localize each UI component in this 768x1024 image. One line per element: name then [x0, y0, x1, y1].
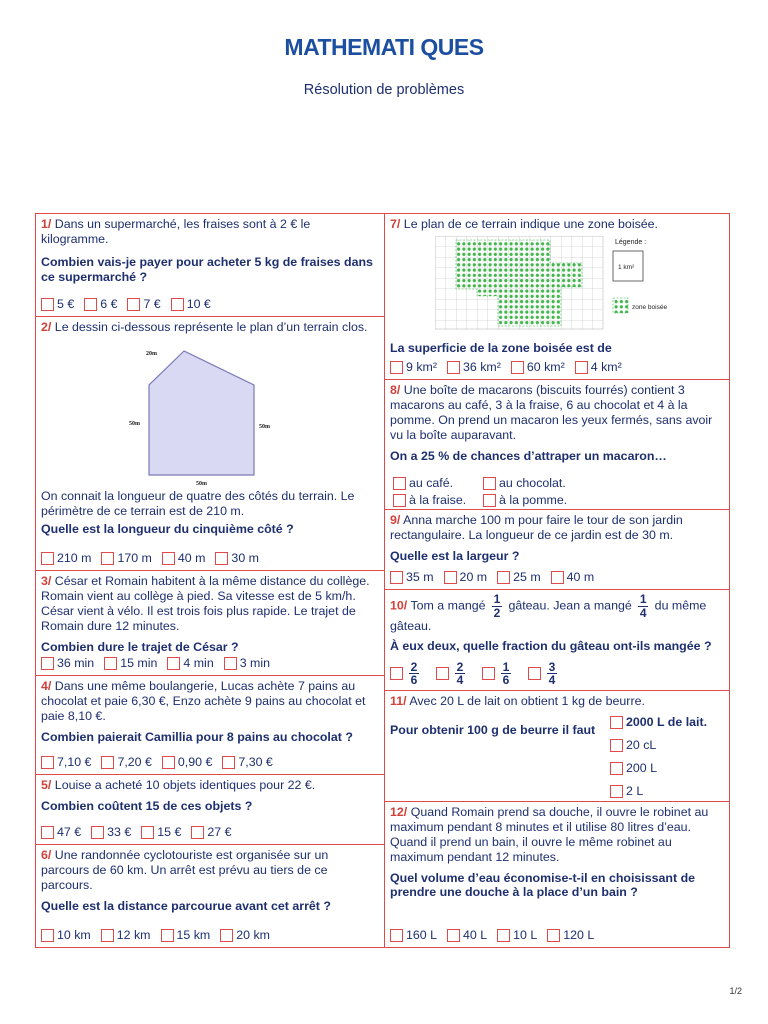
- option-label: à la pomme.: [499, 492, 568, 507]
- denominator: 6: [410, 673, 418, 688]
- option[interactable]: [610, 715, 707, 730]
- option-label: 160 L: [406, 928, 438, 943]
- problem-11-text: [390, 694, 724, 709]
- option[interactable]: [390, 928, 437, 943]
- denominator: 4: [456, 673, 464, 688]
- checkbox[interactable]: [390, 571, 403, 584]
- option[interactable]: [167, 656, 213, 671]
- problem-12-question: Quel volume d’eau économise-t-il en choisissant de prendre une douche à la place d’un bain ?: [390, 870, 696, 900]
- option-label: 20 km: [236, 928, 270, 943]
- woodland-plan-figure: [435, 236, 685, 330]
- option[interactable]: [104, 656, 157, 671]
- fraction: [492, 593, 502, 619]
- option[interactable]: [528, 661, 560, 687]
- problem-number: 7/: [390, 217, 401, 231]
- option[interactable]: [41, 928, 91, 943]
- problem-12-text2: Quand il prend un bain, il ouvre le même robinet au maximum pendant 12 minutes.: [390, 834, 672, 864]
- side-label: 50m: [129, 421, 140, 427]
- option[interactable]: [101, 755, 151, 770]
- option-label: 200 L: [626, 760, 658, 775]
- option[interactable]: [511, 360, 565, 375]
- denominator: 4: [639, 605, 647, 620]
- checkbox[interactable]: [393, 477, 406, 490]
- checkbox[interactable]: [215, 552, 228, 565]
- checkbox[interactable]: [41, 826, 54, 839]
- checkbox[interactable]: [127, 298, 140, 311]
- checkbox[interactable]: [444, 571, 457, 584]
- checkbox[interactable]: [390, 361, 403, 374]
- checkbox[interactable]: [482, 667, 495, 680]
- option[interactable]: [191, 825, 231, 840]
- checkbox[interactable]: [610, 716, 623, 729]
- problem-10-text: [390, 593, 724, 635]
- problem-2: [35, 316, 385, 571]
- option[interactable]: [482, 661, 514, 687]
- denominator: 2: [493, 605, 501, 620]
- problem-1-text: [41, 217, 379, 247]
- checkbox[interactable]: [610, 785, 623, 798]
- option[interactable]: [220, 928, 270, 943]
- problem-3-text: [41, 574, 379, 634]
- problem-5-options: [41, 825, 232, 840]
- problem-12-text: [390, 805, 724, 835]
- option[interactable]: [575, 360, 622, 375]
- option[interactable]: [610, 761, 707, 776]
- legend-unit-label: 1 km²: [618, 264, 635, 271]
- checkbox[interactable]: [171, 298, 184, 311]
- option-label: 15 €: [157, 825, 182, 840]
- checkbox[interactable]: [551, 571, 564, 584]
- option-label: à la fraise.: [409, 492, 467, 507]
- problem-4-question: Combien paierait Camillia pour 8 pains au chocolat ?: [41, 729, 353, 744]
- checkbox[interactable]: [41, 657, 54, 670]
- option-label: 10 km: [57, 928, 91, 943]
- option[interactable]: [162, 755, 212, 770]
- option-label: 4 km²: [590, 360, 622, 375]
- problem-7-options: [390, 360, 622, 375]
- checkbox[interactable]: [483, 477, 496, 490]
- problem-10: [384, 589, 730, 691]
- checkbox[interactable]: [390, 929, 403, 942]
- problem-number: 11/: [390, 694, 407, 708]
- problem-number: 1/: [41, 217, 52, 231]
- problem-12: [384, 801, 730, 948]
- problem-2-question: Quelle est la longueur du cinquième côté ?: [41, 522, 294, 536]
- checkbox[interactable]: [528, 667, 541, 680]
- option[interactable]: [171, 297, 211, 312]
- option-label: 7,30 €: [238, 755, 273, 770]
- legend-zone-label: zone boisée: [632, 304, 668, 311]
- side-label: 20m: [146, 351, 157, 357]
- terrain-plan-figure: [126, 345, 276, 487]
- problem-number: 6/: [41, 848, 52, 862]
- problem-statement: Le dessin ci-dessous représente le plan d’un terrain clos.: [54, 320, 368, 334]
- problem-6-text: [41, 848, 379, 893]
- checkbox[interactable]: [222, 756, 235, 769]
- checkbox[interactable]: [141, 826, 154, 839]
- option[interactable]: [224, 656, 270, 671]
- problem-5-question: Combien coûtent 15 de ces objets ?: [41, 798, 253, 813]
- option-label: 15 km: [176, 928, 211, 943]
- problem-7-question: La superficie de la zone boisée est de: [390, 341, 612, 355]
- problem-5-text: [41, 778, 379, 793]
- legend-zone-swatch: [613, 298, 628, 313]
- option[interactable]: [41, 755, 91, 770]
- problem-11: [384, 690, 730, 802]
- page-title: MATHEMATI QUES: [284, 34, 484, 60]
- problem-number: 10/: [390, 598, 408, 613]
- problem-6: [35, 844, 385, 948]
- option-label: 30 m: [231, 551, 259, 566]
- option[interactable]: [41, 656, 94, 671]
- denominator: 4: [548, 673, 556, 688]
- problem-statement: César et Romain habitent à la même distance du collège. Romain vient au collège à pied. Sa vitesse est de 5 km/h. César vient à vélo. Il est trois fois plus rapide. Le trajet de Romain dure 12 minutes.: [41, 574, 370, 633]
- problem-5: [35, 774, 385, 845]
- problem-8-question: On a 25 % de chances d’attraper un macaron…: [390, 448, 667, 463]
- problem-9: [384, 509, 730, 590]
- problem-2-text: [41, 320, 379, 335]
- problem-statement: Une randonnée cyclotouriste est organisée sur un parcours de 60 km. Un arrêt est prévu au tiers de ce parcours.: [41, 848, 329, 892]
- option-fraction: [409, 661, 419, 687]
- problem-4-text: [41, 679, 379, 724]
- checkbox[interactable]: [497, 929, 510, 942]
- option[interactable]: [390, 661, 422, 687]
- option-label: 47 €: [57, 825, 82, 840]
- option[interactable]: [127, 297, 160, 312]
- option-label: 5 €: [57, 297, 75, 312]
- option-label: 120 L: [563, 928, 595, 943]
- checkbox[interactable]: [610, 762, 623, 775]
- problem-3-question: Combien dure le trajet de César ?: [41, 639, 239, 654]
- problem-number: 3/: [41, 574, 52, 588]
- checkbox[interactable]: [167, 657, 180, 670]
- problem-1-options: [41, 297, 211, 312]
- problem-statement: Le plan de ce terrain indique une zone boisée.: [403, 217, 658, 231]
- problem-number: 2/: [41, 320, 52, 334]
- option-label: au café.: [409, 476, 454, 490]
- checkbox[interactable]: [84, 298, 97, 311]
- problem-4: [35, 675, 385, 775]
- option[interactable]: [41, 551, 91, 566]
- option-label: 6 €: [100, 297, 118, 312]
- option[interactable]: [447, 360, 501, 375]
- checkbox[interactable]: [220, 929, 233, 942]
- numerator: 1: [493, 592, 501, 606]
- numerator: 2: [410, 659, 418, 674]
- problem-number: 8/: [390, 383, 401, 397]
- checkbox[interactable]: [575, 361, 588, 374]
- option[interactable]: [444, 570, 488, 585]
- checkbox[interactable]: [191, 826, 204, 839]
- option[interactable]: [41, 825, 81, 840]
- problem-9-text: [390, 513, 724, 543]
- option[interactable]: [393, 493, 483, 508]
- option[interactable]: [610, 738, 707, 753]
- checkbox[interactable]: [447, 929, 460, 942]
- option-label: 20 cL: [626, 737, 657, 752]
- problem-11-options: [610, 715, 707, 799]
- option-label: 35 m: [406, 570, 434, 585]
- checkbox[interactable]: [91, 826, 104, 839]
- problem-statement: Dans une même boulangerie, Lucas achète 7 pains au chocolat et paie 6,30 €, Enzo achète 9 pains au chocolat et paie 8,10 €.: [41, 679, 366, 723]
- option[interactable]: [84, 297, 117, 312]
- checkbox[interactable]: [497, 571, 510, 584]
- option-label: 20 m: [459, 570, 488, 585]
- problem-statement: Anna marche 100 m pour faire le tour de son jardin rectangulaire. La longueur de ce jardin est de 30 m.: [390, 513, 683, 542]
- option-label: 40 L: [463, 928, 488, 943]
- option-label: 7,20 €: [117, 755, 152, 770]
- checkbox[interactable]: [436, 667, 449, 680]
- problem-number: 5/: [41, 778, 52, 792]
- option-label: 33 €: [107, 825, 132, 840]
- numerator: 3: [548, 659, 556, 674]
- problem-11-question: Pour obtenir 100 g de beurre il faut: [390, 723, 596, 737]
- problem-7-text: [390, 217, 724, 232]
- option-label: 36 min: [57, 656, 95, 671]
- problem-9-options: [390, 570, 594, 585]
- checkbox[interactable]: [483, 494, 496, 507]
- option-label: 0,90 €: [177, 755, 213, 770]
- checkbox[interactable]: [101, 552, 114, 565]
- problem-3-options: [41, 656, 270, 671]
- checkbox[interactable]: [390, 667, 403, 680]
- problem-8: [384, 379, 730, 510]
- option[interactable]: [497, 570, 541, 585]
- page-subtitle: Résolution de problèmes: [303, 82, 465, 98]
- problem-1: [35, 213, 385, 317]
- problem-8-text: [390, 383, 724, 443]
- problem-statement: gâteau. Jean a mangé: [508, 598, 632, 613]
- option-label: 10 L: [513, 928, 538, 943]
- option-label: 9 km²: [406, 360, 437, 375]
- option-label: 36 km²: [462, 360, 501, 375]
- page-number: 1/2: [729, 986, 742, 996]
- fraction: [638, 593, 648, 619]
- problem-statement: Une boîte de macarons (biscuits fourrés) contient 3 macarons au café, 3 à la fraise, 6 au chocolat et 4 à la pomme. On prend un macaron les yeux fermés, sans avoir vu la boîte auparavant.: [390, 383, 713, 442]
- checkbox[interactable]: [224, 657, 237, 670]
- option[interactable]: [436, 661, 468, 687]
- checkbox[interactable]: [41, 756, 54, 769]
- option-label: 40 m: [566, 570, 595, 585]
- checkbox[interactable]: [41, 929, 54, 942]
- option-label: 3 min: [239, 656, 271, 671]
- checkbox[interactable]: [104, 657, 117, 670]
- problem-10-question: À eux deux, quelle fraction du gâteau ont-ils mangée ?: [390, 638, 712, 653]
- checkbox[interactable]: [547, 929, 560, 942]
- option-label: 170 m: [117, 551, 152, 566]
- problem-8-options: [393, 476, 593, 508]
- option-label: 27 €: [207, 825, 232, 840]
- option-label: 2000 L de lait.: [626, 715, 708, 729]
- option[interactable]: [547, 928, 594, 943]
- option-label: 25 m: [513, 570, 541, 585]
- numerator: 2: [456, 659, 464, 674]
- option[interactable]: [483, 476, 593, 491]
- problem-statement: Louise a acheté 10 objets identiques pour 22 €.: [54, 778, 316, 792]
- problem-7: [384, 213, 730, 380]
- option-fraction: [501, 661, 511, 687]
- option-label: 7 €: [143, 297, 161, 312]
- problem-4-options: [41, 755, 273, 770]
- checkbox[interactable]: [101, 929, 114, 942]
- problem-12-options: [390, 928, 594, 943]
- option-label: 12 km: [116, 928, 151, 943]
- problem-statement: Tom a mangé: [410, 598, 486, 613]
- problem-statement: Avec 20 L de lait on obtient 1 kg de beurre.: [409, 694, 645, 708]
- checkbox[interactable]: [41, 298, 54, 311]
- option[interactable]: [610, 784, 707, 799]
- problem-2-options: [41, 551, 259, 566]
- problem-number: 9/: [390, 513, 401, 527]
- option[interactable]: [162, 551, 206, 566]
- option-label: 15 min: [120, 656, 158, 671]
- checkbox[interactable]: [610, 739, 623, 752]
- option[interactable]: [91, 825, 131, 840]
- denominator: 6: [502, 673, 510, 688]
- option[interactable]: [393, 476, 483, 491]
- option[interactable]: [101, 928, 151, 943]
- legend-title: Légende :: [615, 239, 647, 246]
- option-label: au chocolat.: [499, 476, 566, 490]
- option[interactable]: [390, 360, 437, 375]
- terrain-polygon: [149, 351, 254, 475]
- numerator: 1: [639, 592, 647, 606]
- checkbox[interactable]: [41, 552, 54, 565]
- side-label: 50m: [259, 424, 270, 430]
- option-label: 7,10 €: [57, 755, 92, 770]
- problem-6-question: Quelle est la distance parcourue avant cet arrêt ?: [41, 898, 331, 913]
- problem-number: 4/: [41, 679, 52, 693]
- problem-statement: Dans un supermarché, les fraises sont à 2 € le kilogramme.: [41, 217, 311, 246]
- option[interactable]: [41, 297, 74, 312]
- checkbox[interactable]: [161, 929, 174, 942]
- option-label: 210 m: [57, 551, 92, 566]
- problem-number: 12/: [390, 805, 408, 819]
- option[interactable]: [161, 928, 211, 943]
- checkbox[interactable]: [101, 756, 114, 769]
- problem-statement: du même gâteau.: [390, 598, 707, 634]
- checkbox[interactable]: [393, 494, 406, 507]
- numerator: 1: [502, 659, 510, 674]
- option-fraction: [455, 661, 465, 687]
- option[interactable]: [222, 755, 272, 770]
- problem-6-options: [41, 928, 270, 943]
- option[interactable]: [551, 570, 595, 585]
- problem-2-text2: On connait la longueur de quatre des côtés du terrain. Le périmètre de ce terrain est de 210 m.: [41, 489, 355, 518]
- option-label: 10 €: [186, 297, 211, 312]
- option[interactable]: [483, 493, 593, 508]
- option[interactable]: [497, 928, 537, 943]
- option-fraction: [547, 661, 557, 687]
- checkbox[interactable]: [162, 756, 175, 769]
- option[interactable]: [390, 570, 434, 585]
- option-label: 2 L: [626, 783, 644, 798]
- option-label: 60 km²: [526, 360, 565, 375]
- problem-9-question: Quelle est la largeur ?: [390, 548, 520, 563]
- side-label: 50m: [196, 481, 207, 487]
- option[interactable]: [101, 551, 151, 566]
- option[interactable]: [141, 825, 181, 840]
- option[interactable]: [447, 928, 487, 943]
- problem-1-question: Combien vais-je payer pour acheter 5 kg de fraises dans ce supermarché ?: [41, 254, 373, 284]
- checkbox[interactable]: [511, 361, 524, 374]
- checkbox[interactable]: [447, 361, 460, 374]
- option-label: 40 m: [177, 551, 206, 566]
- checkbox[interactable]: [162, 552, 175, 565]
- problem-10-options: [390, 661, 560, 687]
- problem-statement: Quand Romain prend sa douche, il ouvre le robinet au maximum pendant 8 minutes et il utilise 80 litres d’eau.: [390, 805, 709, 834]
- option[interactable]: [215, 551, 259, 566]
- option-label: 4 min: [183, 656, 214, 671]
- problem-3: [35, 570, 385, 676]
